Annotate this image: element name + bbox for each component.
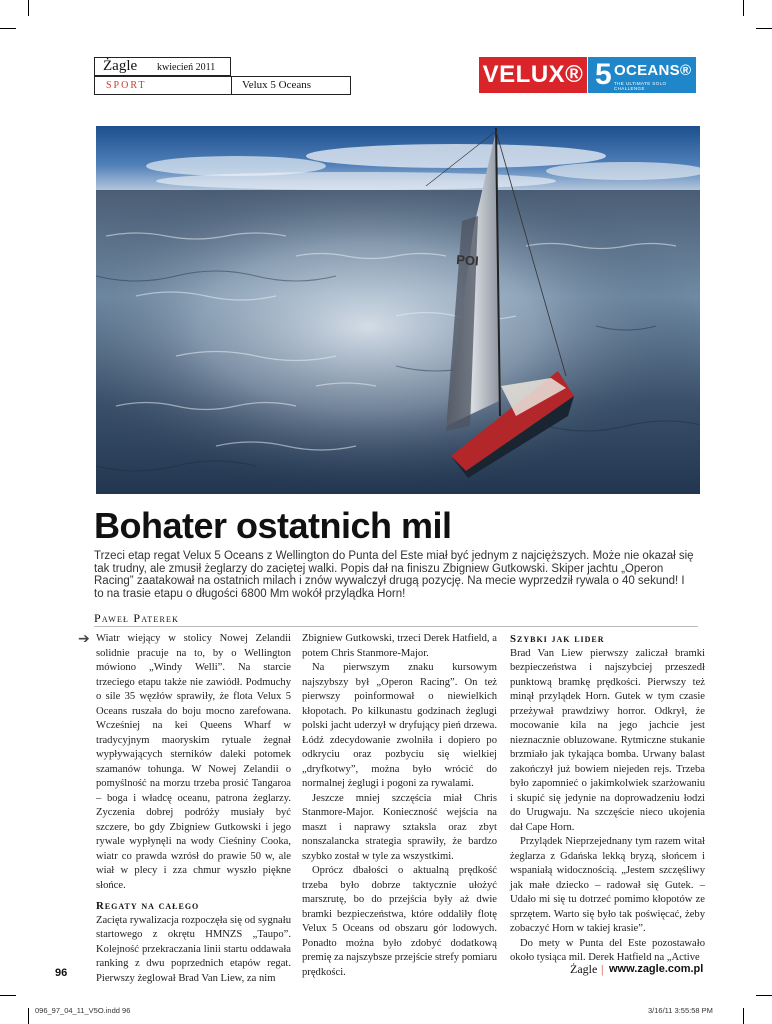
crop-mark (756, 995, 772, 996)
paragraph: Brad Van Liew pierwszy zaliczał bramki bezpieczeństwa i najszybciej przeszedł punktową bramkę prędkości. Pierwszy też minął przylądek Horn. Gutek w tym czasie przeżywał prawdziwy horror. Odkrył, że mocowanie kila na jego jachcie jest nieznacznie obluzowane. Rytmiczne stukanie brzmiało jak tykająca bomba. Urwany balast zakończył już bowiem niejeden rejs. Trzeba było zapomnieć o jakimkolwiek szarżowaniu i skupić się jedynie na doprowadzeniu łodzi do Urugwaju. Na szczęście nieco ukojenia dał Cape Horn. (510, 647, 705, 833)
crop-mark (28, 0, 29, 16)
crop-mark (0, 995, 16, 996)
arrow-right-icon: ➔ (78, 631, 90, 647)
article-lead: Trzeci etap regat Velux 5 Oceans z Wellington do Punta del Este miał być jednym z najcięższych. Może nie okazał się tak trudny, ale zmusił żeglarzy do zaciętej walki. Popis dał na finiszu Zbigniew Gutkowski. Skiper jachtu „Operon Racing” zaatakował na ostatnich milach i znów wywalczył drugą pozycję. Na mecie wyprzedził rywala o 40 sekund! I to na trasie etapu o długości 6800 Mm wokół przylądka Horn! (94, 550, 694, 600)
velux-logo (479, 57, 587, 93)
header-divider (231, 76, 232, 95)
footer-magazine-name: Żagle (570, 962, 598, 976)
article-column-3 (510, 632, 705, 966)
paragraph: Zacięta rywalizacja rozpoczęła się od sygnału startowego z okrętu HMNZS „Taupo”. Kolejność przekraczania linii startu oddawała ranking z dwu poprzednich etapów regat. Pierwszy żeglował Brad Van Liew, za nim (96, 914, 291, 984)
magazine-name: Żagle (103, 58, 138, 74)
section-heading: Szybki jak lider (510, 633, 605, 645)
crop-mark (0, 28, 16, 29)
issue-date: kwiecień 2011 (157, 62, 216, 73)
crop-mark (756, 28, 772, 29)
five-oceans-logo (588, 57, 696, 93)
section-label: SPORT (106, 80, 147, 91)
footer-url-link[interactable]: www.zagle.com.pl (609, 963, 704, 975)
print-slug-file: 096_97_04_11_V5O.indd 96 (35, 1006, 131, 1015)
oceans-logo-word: OCEANS® (614, 62, 692, 79)
article-column-2 (302, 632, 497, 980)
footer-separator: | (601, 962, 604, 976)
paragraph: Zbigniew Gutkowski, trzeci Derek Hatfield, a potem Chris Stanmore-Major. (302, 633, 497, 659)
article-author: Paweł Paterek (94, 611, 180, 625)
velux-logo-text: VELUX® (482, 61, 584, 88)
paragraph: Do mety w Punta del Este pozostawało około tysiąca mil. Derek Hatfield na „Active (510, 937, 705, 963)
paragraph: Jeszcze mniej szczęścia miał Chris Stanmore-Major. Konieczność wejścia na maszt i naprawy sztaksla oraz zbyt nonszalancka strategia sprawiły, że bardzo szybko został w tyle za wszystkimi. (302, 792, 497, 862)
sail-marking: POI (455, 252, 480, 269)
crop-mark (743, 0, 744, 16)
sailing-photo (96, 126, 700, 494)
crop-mark (743, 1008, 744, 1024)
oceans-logo-tagline: THE ULTIMATE SOLO CHALLENGE (614, 81, 667, 91)
author-divider (94, 626, 698, 627)
page-number: 96 (55, 967, 68, 979)
paragraph: Przylądek Nieprzejednany tym razem witał żeglarza z Gdańska lekką bryzą, słońcem i wspaniałą widocznością. „Jestem szczęśliwy jak małe dziecko – radował się Gutek. – Udało mi się tu dotrzeć pomimo kłopotów ze sprzętem. Warto się było tak poświęcać, żeby zobaczyć Horn w takiej krasie”. (510, 836, 705, 934)
oceans-logo-number: 5 (595, 58, 612, 91)
paragraph: Na pierwszym znaku kursowym najszybszy był „Operon Racing”. On też pierwszy poinformował o niewielkich kłopotach. Po kilkunastu godzinach żeglugi polski jacht uderzył w dryfujący pień drzewa. Łódź zdecydowanie zwolniła i dopiero po odkryciu oraz pozbyciu się wielkiej „dryfkotwy”, można było wrócić do normalnej żeglugi i pogoni za rywalami. (302, 662, 497, 789)
topic-label: Velux 5 Oceans (242, 79, 312, 91)
article-column-1 (96, 632, 291, 986)
article-title: Bohater ostatnich mil (94, 505, 452, 546)
paragraph: Oprócz dbałości o aktualną prędkość trzeba było dobrze taktycznie ułożyć marszrutę, bo do przejścia były aż dwie bramki bezpieczeństwa, które oddaliły flotę Velux 5 Oceans od obszaru gór lodowych. Ponadto można było zdobyć dodatkową premię za najszybsze przejście strefy pomiaru prędkości. (302, 865, 498, 978)
print-slug-timestamp: 3/16/11 3:55:58 PM (648, 1006, 713, 1015)
paragraph: Wiatr wiejący w stolicy Nowej Zelandii solidnie pracuje na to, by o Wellington mówiono „Windy Welli”. Na starcie trzeciego etapu także nie zawiódł. Podmuchy o sile 35 węzłów sprawiły, że flota Velux 5 Oceans ruszała do boju mocno zarefowana. Wcześniej na kei Queens Wharf w tradycyjnym maoryskim rytuale żegnał wypływających sterników daleki potomek szamanów tohunga. W Nowej Zelandii o pomyślność na morzu trzeba prosić Tangaroa – boga i władcę oceanu, patrona żeglarzy. Zyczenia dobrej podróży musiały być szczere, bo gdy Zbigniew Gutkowski i jego rywale wypłynęli na wody Cieśniny Cooka, wiatr co prawda wzrósł do prawie 50 w, ale wiał w plecy i zza chmur wyszło piękne słońce. (96, 633, 291, 891)
section-heading: Regaty na całego (96, 900, 200, 912)
crop-mark (28, 1008, 29, 1024)
